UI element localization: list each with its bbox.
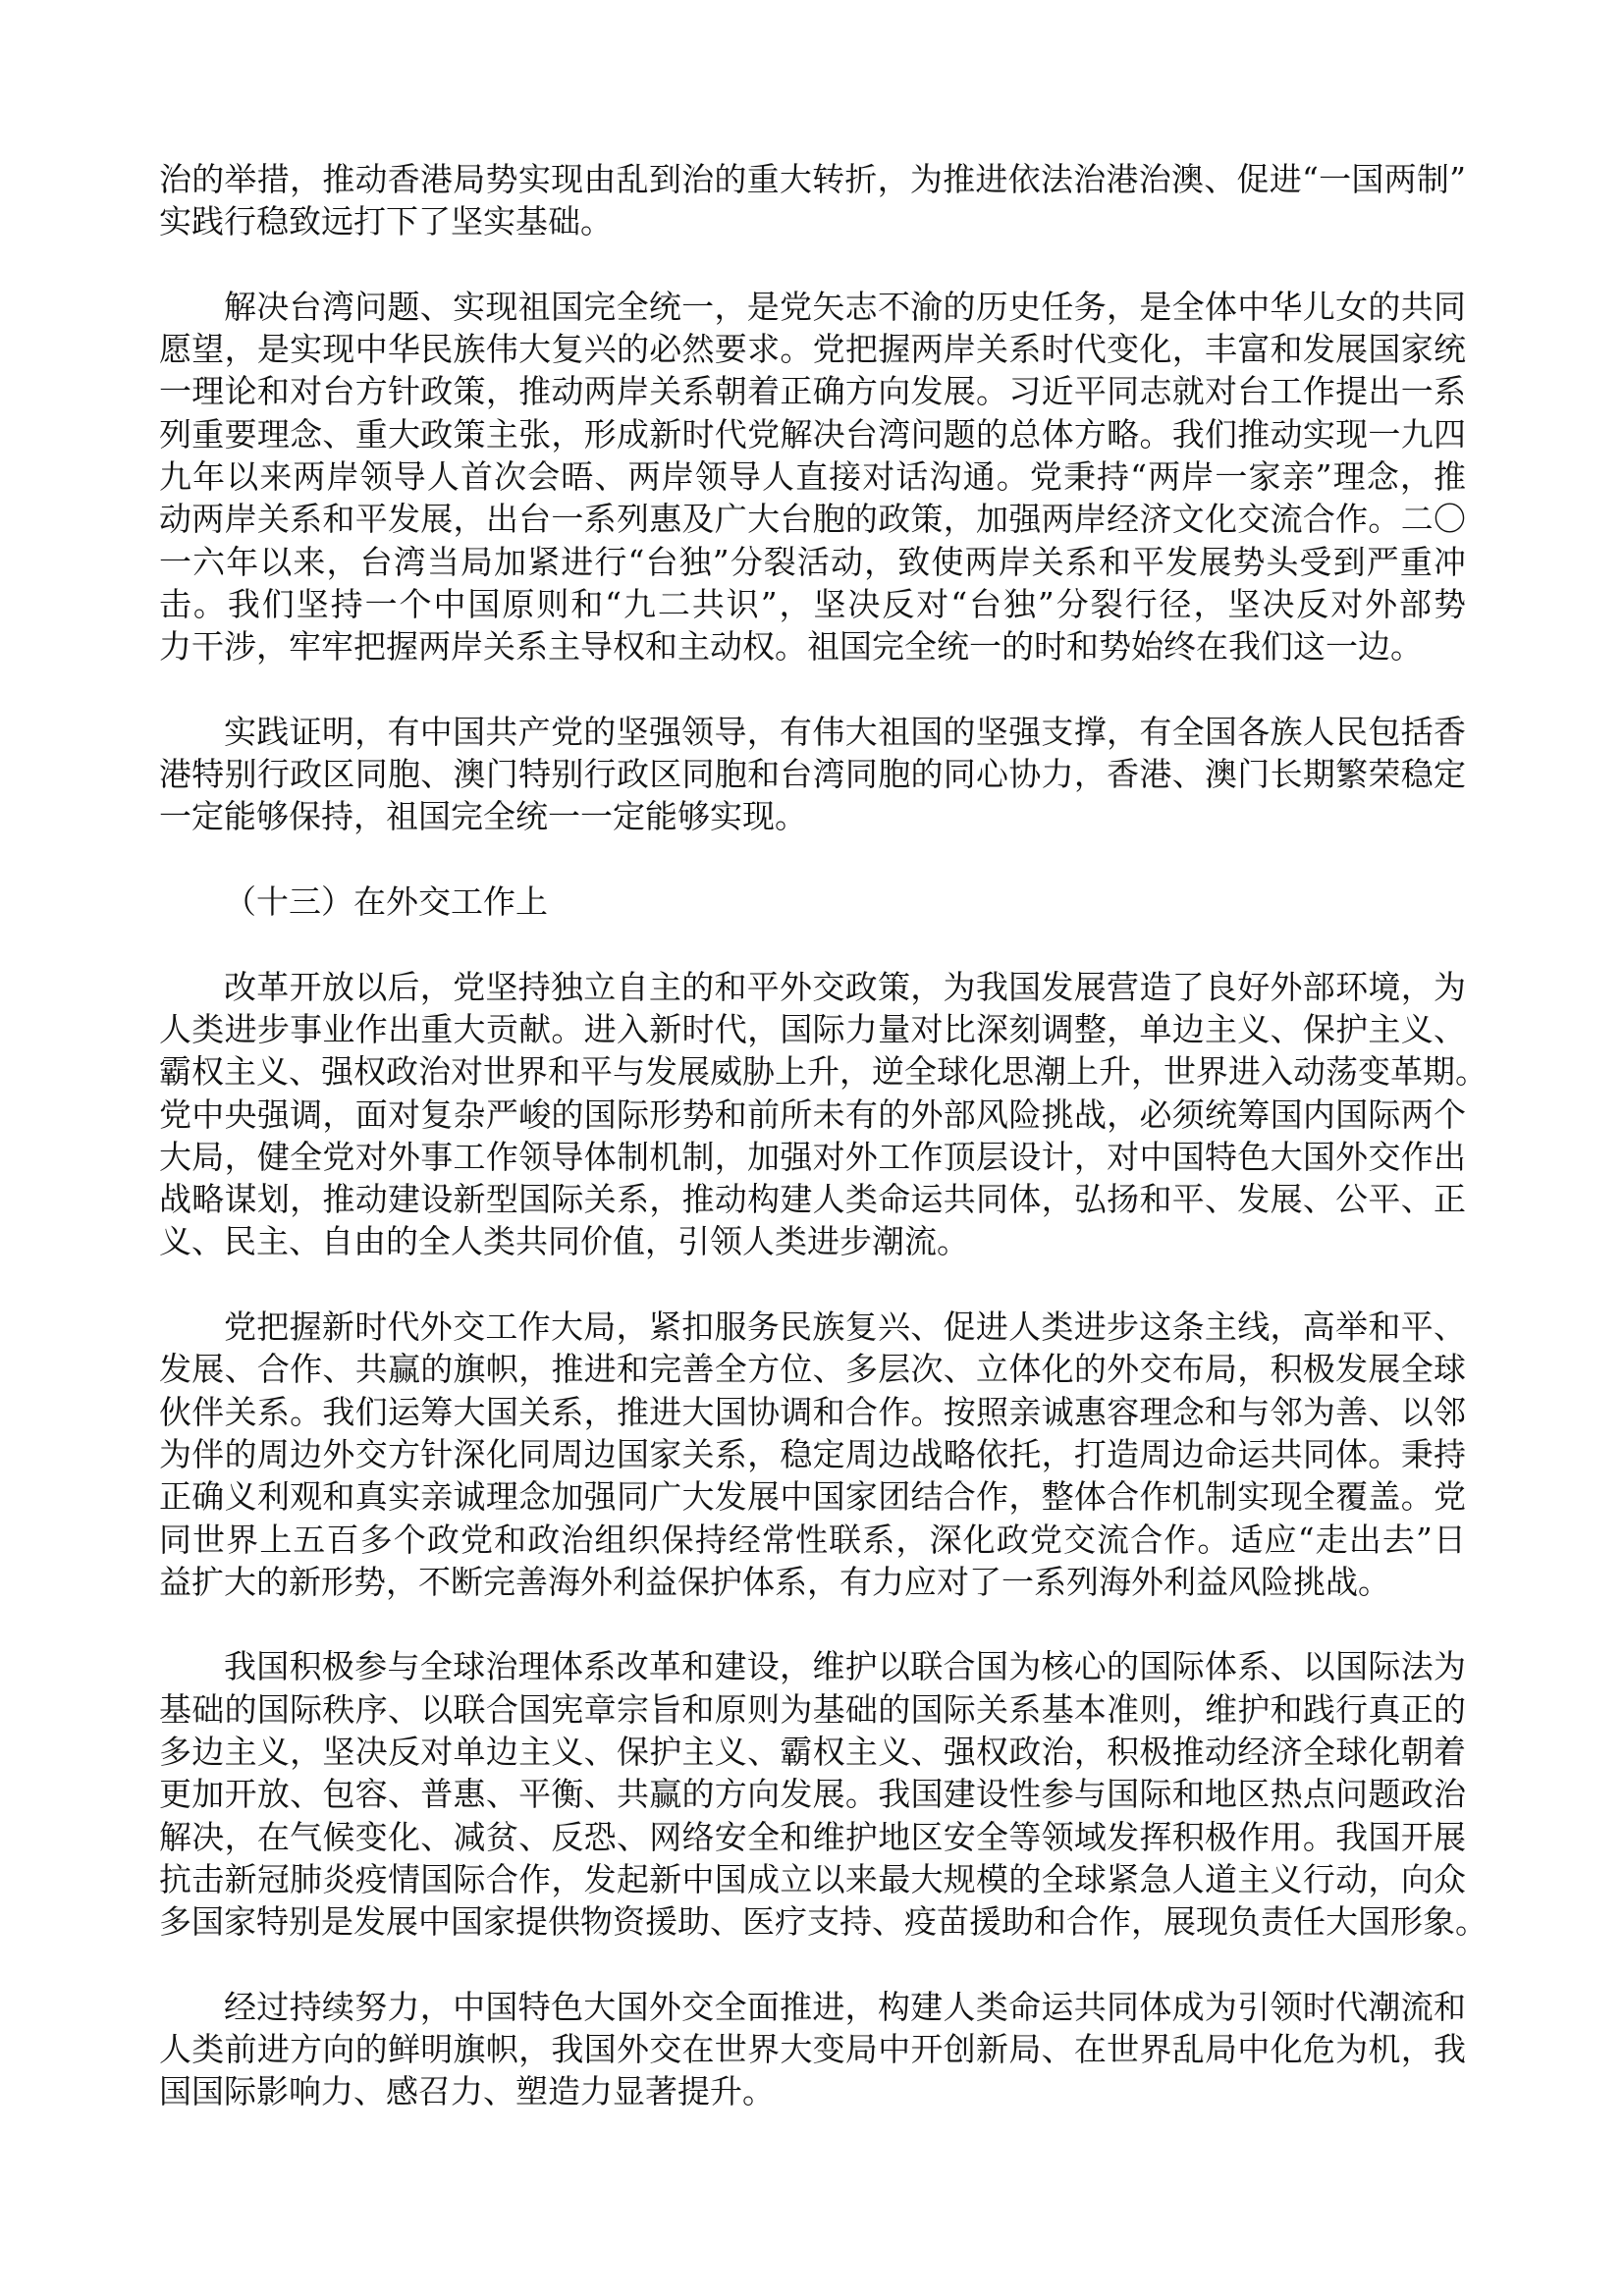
text-line: 义、民主、自由的全人类共同价值，引领人类进步潮流。 [159, 1222, 969, 1261]
text-line: 改革开放以后，党坚持独立自主的和平外交政策，为我国发展营造了良好外部环境，为 [224, 967, 1466, 1006]
text-line: 基础的国际秩序、以联合国宪章宗旨和原则为基础的国际关系基本准则，维护和践行真正的 [159, 1689, 1466, 1729]
paragraph [159, 158, 1466, 243]
text-line: 治的举措，推动香港局势实现由乱到治的重大转折，为推进依法治港治澳、促进“一国两制” [159, 160, 1466, 198]
text-line: 实践证明，有中国共产党的坚强领导，有伟大祖国的坚强支撑，有全国各族人民包括香 [224, 712, 1466, 751]
text-line: 一六年以来，台湾当局加紧进行“台独”分裂活动，致使两岸关系和平发展势头受到严重冲 [159, 542, 1466, 581]
text-line: 发展、合作、共赢的旗帜，推进和完善全方位、多层次、立体化的外交布局，积极发展全球 [159, 1350, 1466, 1389]
text-line: 更加开放、包容、普惠、平衡、共赢的方向发展。我国建设性参与国际和地区热点问题政治 [159, 1775, 1466, 1814]
text-line: 实践行稳致远打下了坚实基础。 [159, 202, 613, 241]
text-line: 列重要理念、重大政策主张，形成新时代党解决台湾问题的总体方略。我们推动实现一九四 [159, 414, 1466, 454]
text-line: 多边主义，坚决反对单边主义、保护主义、霸权主义、强权政治，积极推动经济全球化朝着 [159, 1732, 1466, 1771]
text-line: 党把握新时代外交工作大局，紧扣服务民族复兴、促进人类进步这条主线，高举和平、 [224, 1308, 1466, 1347]
text-line: 九年以来两岸领导人首次会晤、两岸领导人直接对话沟通。党秉持“两岸一家亲”理念，推 [159, 457, 1466, 497]
text-line: 解决台湾问题、实现祖国完全统一，是党矢志不渝的历史任务，是全体中华儿女的共同 [224, 287, 1466, 326]
text-line: 伙伴关系。我们运筹大国关系，推进大国协调和合作。按照亲诚惠容理念和与邻为善、以邻 [159, 1392, 1466, 1431]
text-line: 港特别行政区同胞、澳门特别行政区同胞和台湾同胞的同心协力，香港、澳门长期繁荣稳定 [159, 755, 1466, 794]
text-line: 人类前进方向的鲜明旗帜，我国外交在世界大变局中开创新局、在世界乱局中化危为机，我 [159, 2030, 1466, 2069]
heading-text: （十三）在外交工作上 [224, 882, 548, 922]
document-body [159, 158, 1488, 2113]
text-line: 同世界上五百多个政党和政治组织保持经常性联系，深化政党交流合作。适应“走出去”日 [159, 1520, 1466, 1559]
text-line: 力干涉，牢牢把握两岸关系主导权和主动权。祖国完全统一的时和势始终在我们这一边。 [159, 627, 1423, 667]
text-line: 党中央强调，面对复杂严峻的国际形势和前所未有的外部风险挑战，必须统筹国内国际两个 [159, 1095, 1466, 1134]
paragraph [159, 711, 1466, 838]
text-line: 霸权主义、强权政治对世界和平与发展威胁上升，逆全球化思潮上升，世界进入动荡变革期。 [159, 1052, 1488, 1092]
text-line: 解决，在气候变化、减贫、反恐、网络安全和维护地区安全等领域发挥积极作用。我国开展 [159, 1817, 1466, 1856]
document-page [159, 158, 1488, 2156]
text-line: 为伴的周边外交方针深化同周边国家关系，稳定周边战略依托，打造周边命运共同体。秉持 [159, 1434, 1466, 1473]
text-line: 抗击新冠肺炎疫情国际合作，发起新中国成立以来最大规模的全球紧急人道主义行动，向众 [159, 1859, 1466, 1898]
paragraph [159, 1645, 1488, 1943]
text-line: 愿望，是实现中华民族伟大复兴的必然要求。党把握两岸关系时代变化，丰富和发展国家统 [159, 330, 1466, 369]
text-line: 经过持续努力，中国特色大国外交全面推进，构建人类命运共同体成为引领时代潮流和 [224, 1987, 1466, 2026]
section-heading [159, 881, 1466, 923]
text-line: 击。我们坚持一个中国原则和“九二共识”，坚决反对“台独”分裂行径，坚决反对外部势 [159, 584, 1466, 623]
text-line: 一定能够保持，祖国完全统一一定能够实现。 [159, 797, 807, 836]
text-line: 益扩大的新形势，不断完善海外利益保护体系，有力应对了一系列海外利益风险挑战。 [159, 1562, 1390, 1601]
text-line: 人类进步事业作出重大贡献。进入新时代，国际力量对比深刻调整，单边主义、保护主义、 [159, 1009, 1466, 1048]
text-line: 国国际影响力、感召力、塑造力显著提升。 [159, 2072, 775, 2111]
text-line: 我国积极参与全球治理体系改革和建设，维护以联合国为核心的国际体系、以国际法为 [224, 1647, 1466, 1686]
paragraph [159, 286, 1466, 668]
paragraph [159, 966, 1488, 1263]
text-line: 动两岸关系和平发展，出台一系列惠及广大台胞的政策，加强两岸经济文化交流合作。二〇 [159, 500, 1466, 539]
paragraph [159, 1986, 1466, 2113]
text-line: 正确义利观和真实亲诚理念加强同广大发展中国家团结合作，整体合作机制实现全覆盖。党 [159, 1477, 1466, 1517]
text-line: 一理论和对台方针政策，推动两岸关系朝着正确方向发展。习近平同志就对台工作提出一系 [159, 372, 1466, 411]
text-line: 多国家特别是发展中国家提供物资援助、医疗支持、疫苗援助和合作，展现负责任大国形象。 [159, 1902, 1488, 1942]
paragraph [159, 1306, 1466, 1603]
text-line: 战略谋划，推动建设新型国际关系，推动构建人类命运共同体，弘扬和平、发展、公平、正 [159, 1180, 1466, 1219]
text-line: 大局，健全党对外事工作领导体制机制，加强对外工作顶层设计，对中国特色大国外交作出 [159, 1137, 1466, 1176]
